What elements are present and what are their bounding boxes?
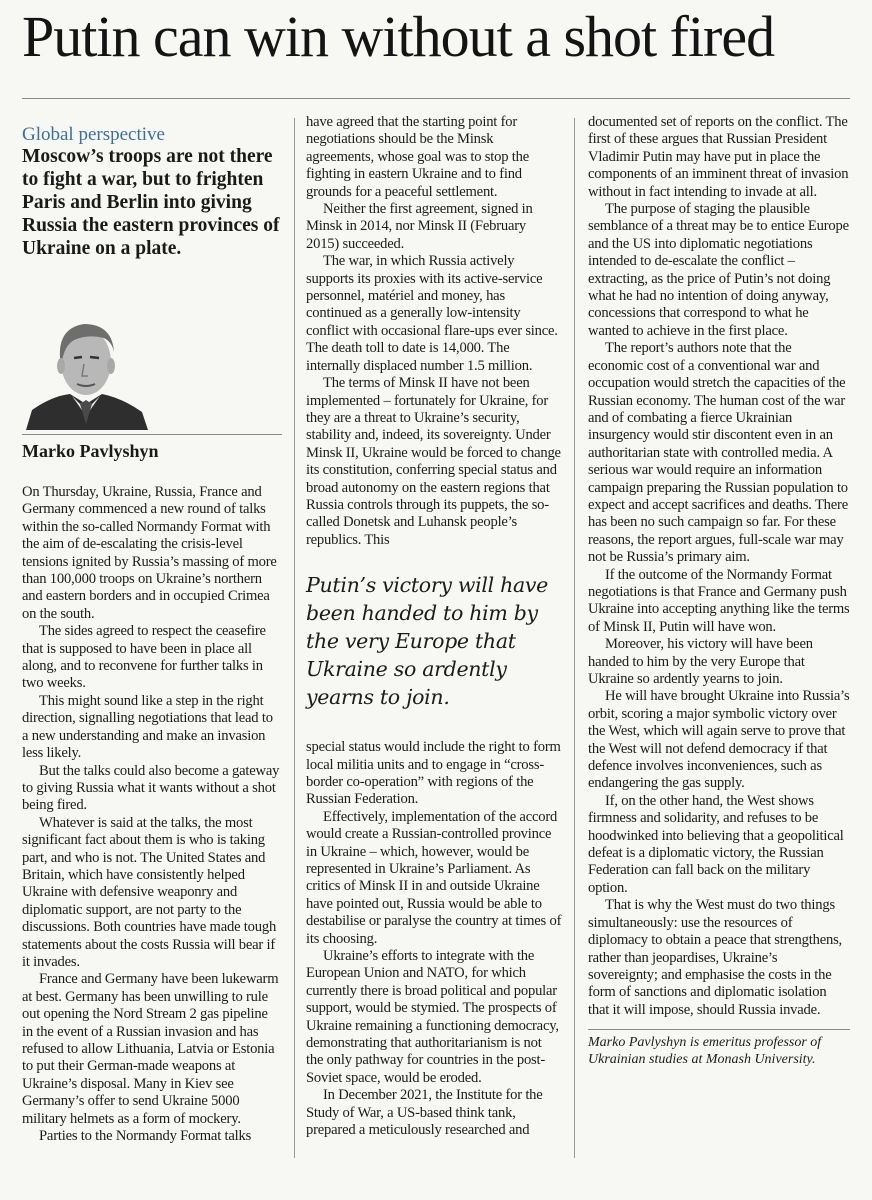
body-paragraph: Whatever is said at the talks, the most significant fact about them is who is taking part, and who is not. The United States and Britain, which have consistently helped Ukraine with defensive weaponry and diplomatic support, are not party to the discussions. Both countries have made tough statements about the costs Russia will bear if it invades.: [22, 814, 277, 970]
body-paragraph: On Thursday, Ukraine, Russia, France and Germany commenced a new round of talks within the so-called Normandy Format with the aim of de-escalating the crisis-level tensions ignited by Russia’s massing of more than 100,000 troops on Ukraine’s northern and eastern borders and in occupied Crimea on the south.: [22, 484, 277, 622]
body-paragraph: Parties to the Normandy Format talks: [39, 1128, 252, 1145]
body-paragraph: This might sound like a step in the right direction, signalling negotiations that lead to a new understanding and make an invasion less likely.: [22, 692, 273, 762]
body-paragraph: The purpose of staging the plausible semblance of a threat may be to entice Europe and the US into diplomatic negotiations intended to de-escalate the conflict – extracting, as the price of Putin’s not doing what he had no intention of doing anyway, concessions that correspond to what he wanted to achieve in the first place.: [588, 201, 849, 339]
body-paragraph: have agreed that the starting point for negotiations should be the Minsk agreements, whose goal was to stop the fighting in eastern Ukraine and to find grounds for a peaceful settlement.: [306, 114, 530, 200]
column-2: [306, 114, 562, 1140]
body-paragraph: That is why the West must do two things simultaneously: use the resources of diplomacy to obtain a peace that strengthens, rather than jeopardises, Ukraine’s sovereignty; and emphasise the costs in the form of sanctions and diplomatic isolation that it will impose, should Russia invade.: [588, 897, 843, 1018]
body-column-3: [588, 114, 850, 1019]
body-paragraph: But the talks could also become a gateway to giving Russia what it wants without a shot being fired.: [22, 762, 280, 814]
body-paragraph: Moreover, his victory will have been handed to him by the very Europe that Ukraine so ardently yearns to join.: [588, 636, 813, 687]
body-paragraph: documented set of reports on the conflict. The first of these argues that Russian President Vladimir Putin may have put in place the components of an imminent threat of invasion without in fact intending to invade at all.: [588, 114, 849, 200]
column-3: [588, 114, 850, 1068]
column-divider: [294, 118, 295, 1158]
body-paragraph: If the outcome of the Normandy Format negotiations is that France and Germany push Ukraine into accepting anything like the terms of Minsk II, Putin will have won.: [588, 566, 850, 635]
column-1: [22, 114, 282, 1145]
author-portrait: [22, 312, 150, 430]
headline-rule: [22, 98, 850, 99]
author-rule: [22, 434, 282, 435]
body-paragraph: The terms of Minsk II have not been implemented – fortunately for Ukraine, for they are a threat to Ukraine’s security, stability and, indeed, its sovereignty. Under Minsk II, Ukraine would be forced to change its constitution, conferring special status and broad autonomy on the eastern regions that Russia controls through its puppets, the so-called Donetsk and Luhansk people’s republics. This: [306, 375, 561, 548]
body-paragraph: special status would include the right to form local militia units and to engage in “cross-border co-operation” with regions of the Russian Federation.: [306, 739, 561, 808]
headline: Putin can win without a shot fired: [22, 4, 775, 69]
body-paragraph: Effectively, implementation of the accord would create a Russian-controlled province in Ukraine – which, however, would be represented in Ukraine’s Parliament. As critics of Minsk II in and outside Ukraine have pointed out, Russia would be able to destabilise or paralyse the country at times of its choosing.: [306, 808, 562, 947]
byline: Marko Pavlyshyn: [22, 441, 159, 461]
pull-quote: Putin’s victory will have been handed to him by the very Europe that Ukraine so ardently yearns to join.: [306, 573, 549, 710]
bio-rule: [588, 1029, 850, 1030]
body-paragraph: Neither the first agreement, signed in Minsk in 2014, nor Minsk II (February 2015) succeeded.: [306, 201, 533, 252]
body-paragraph: The war, in which Russia actively supports its proxies with its active-service personnel, matériel and money, has continued as a generally low-intensity conflict with occasional flare-ups ever since. The death toll to date is 14,000. The internally displaced number 1.5 million.: [306, 253, 558, 374]
body-column-2-top: [306, 114, 562, 549]
kicker: Global perspective: [22, 124, 165, 145]
body-paragraph: The sides agreed to respect the ceasefire that is supposed to have been in place all along, and to reconvene for further talks in two weeks.: [22, 623, 266, 692]
body-paragraph: In December 2021, the Institute for the Study of War, a US-based think tank, prepared a meticulously researched and: [306, 1087, 543, 1139]
body-paragraph: Ukraine’s efforts to integrate with the European Union and NATO, for which currently there is broad political and popular support, would be stymied. The prospects of Ukraine remaining a functioning democracy, demonstrating that authoritarianism is not the only pathway for countries in the post-Soviet space, would be eroded.: [306, 948, 559, 1086]
column-divider: [574, 118, 575, 1158]
body-column-2-bottom: [306, 739, 562, 1139]
body-paragraph: The report’s authors note that the economic cost of a conventional war and occupation would stretch the capacities of the Russian economy. The human cost of the war and of combating a fierce Ukrainian insurgency would stir discontent even in an authoritarian state with controlled media. A serious war would require an information campaign preparing the Russian population to expect and accept sacrifices and deaths. There has been no such campaign so far. For these reasons, the report argues, full-scale war may not be Russia’s primary aim.: [588, 340, 848, 566]
body-paragraph: France and Germany have been lukewarm at best. Germany has been unwilling to rule out opening the Nord Stream 2 gas pipeline in the event of a Russian invasion and has refused to allow Lithuania, Latvia or Estonia to put their German-made weapons at Ukraine’s disposal. Many in Kiev see Germany’s offer to send Ukraine 5000 military helmets as a form of mockery.: [22, 971, 279, 1127]
standfirst: Moscow’s troops are not there to fight a war, but to frighten Paris and Berlin into giving Russia the eastern provinces of Ukraine on a plate.: [22, 146, 280, 259]
body-column-1: [22, 484, 282, 1145]
body-paragraph: He will have brought Ukraine into Russia’s orbit, scoring a major symbolic victory over the West, which will again serve to prove that the West will not defend democracy if that defence involves inconveniences, such as endangering the gas supply.: [588, 688, 850, 792]
body-paragraph: If, on the other hand, the West shows firmness and solidarity, and refuses to be hoodwinked into believing that a geopolitical defeat is a diplomatic victory, the Russian Federation can fall back on the military option.: [588, 792, 844, 896]
author-bio: Marko Pavlyshyn is emeritus professor of Ukrainian studies at Monash University.: [588, 1035, 822, 1068]
